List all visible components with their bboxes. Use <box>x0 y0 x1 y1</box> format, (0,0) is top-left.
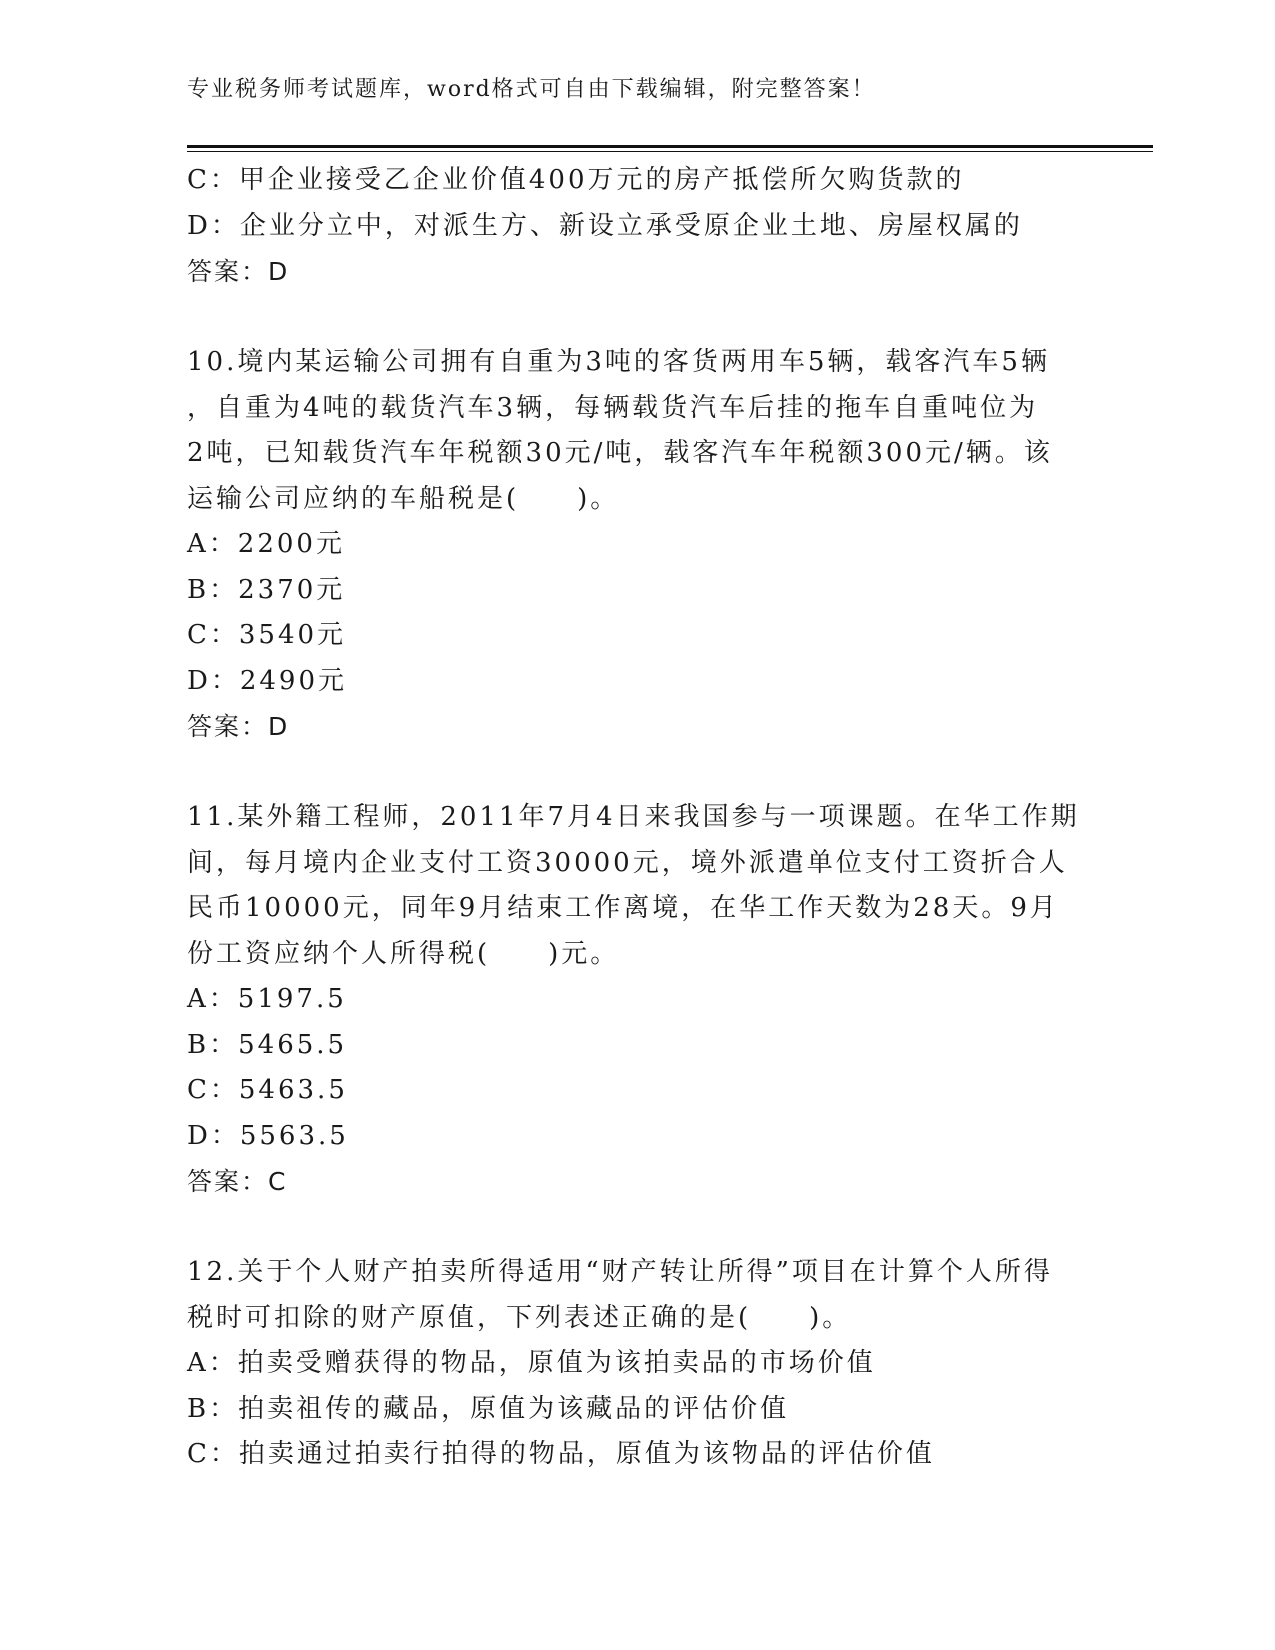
option-c: C：5463.5 <box>187 1075 348 1105</box>
spacer <box>187 750 1087 796</box>
option-b: B：2370元 <box>187 574 346 605</box>
option-c: C：拍卖通过拍卖行拍得的物品，原值为该物品的评估价值 <box>187 1439 935 1469</box>
option-b: B：拍卖祖传的藏品，原值为该藏品的评估价值 <box>187 1393 790 1424</box>
option-a: A：5197.5 <box>187 984 347 1014</box>
question-text-line: 运输公司应纳的车船税是( )。 <box>187 483 620 514</box>
option-a: A：拍卖受赠获得的物品，原值为该拍卖品的市场价值 <box>187 1348 876 1378</box>
option-c: C：甲企业接受乙企业价值400万元的房产抵偿所欠购货款的 <box>187 165 965 195</box>
question-text-line: 间，每月境内企业支付工资30000元，境外派遣单位支付工资折合人 <box>187 847 1068 878</box>
question-12 <box>187 1250 1087 1478</box>
prev-question <box>187 158 1087 295</box>
spacer <box>187 1205 1087 1251</box>
spacer <box>187 295 1087 341</box>
question-text-line: 11.某外籍工程师，2011年7月4日来我国参与一项课题。在华工作期 <box>187 802 1080 832</box>
header-rule-thin <box>187 151 1153 152</box>
document-body <box>187 158 1087 1478</box>
question-text-line: 10.境内某运输公司拥有自重为3吨的客货两用车5辆，载客汽车5辆 <box>187 347 1050 377</box>
question-text-line: 份工资应纳个人所得税( )元。 <box>187 938 620 969</box>
option-a: A：2200元 <box>187 529 345 559</box>
option-d: D：企业分立中，对派生方、新设立承受原企业土地、房屋权属的 <box>187 210 1023 241</box>
page-header: 专业税务师考试题库，word格式可自由下载编辑，附完整答案！ <box>187 77 876 102</box>
option-d: D：2490元 <box>187 665 348 696</box>
question-text-line: ，自重为4吨的载货汽车3辆，每辆载货汽车后挂的拖车自重吨位为 <box>187 392 1039 423</box>
header-rule-thick <box>187 145 1153 148</box>
question-text-line: 税时可扣除的财产原值，下列表述正确的是( )。 <box>187 1302 852 1333</box>
answer: 答案：D <box>187 257 290 286</box>
answer: 答案：D <box>187 712 290 741</box>
question-text-line: 12.关于个人财产拍卖所得适用“财产转让所得”项目在计算个人所得 <box>187 1257 1053 1287</box>
question-text-line: 民币10000元，同年9月结束工作离境，在华工作天数为28天。9月 <box>187 893 1059 923</box>
question-text-line: 2吨，已知载货汽车年税额30元/吨，载客汽车年税额300元/辆。该 <box>187 438 1053 468</box>
option-d: D：5563.5 <box>187 1120 349 1151</box>
option-c: C：3540元 <box>187 620 347 650</box>
question-11 <box>187 795 1087 1205</box>
option-b: B：5465.5 <box>187 1029 348 1060</box>
question-10 <box>187 340 1087 750</box>
answer: 答案：C <box>187 1167 288 1196</box>
